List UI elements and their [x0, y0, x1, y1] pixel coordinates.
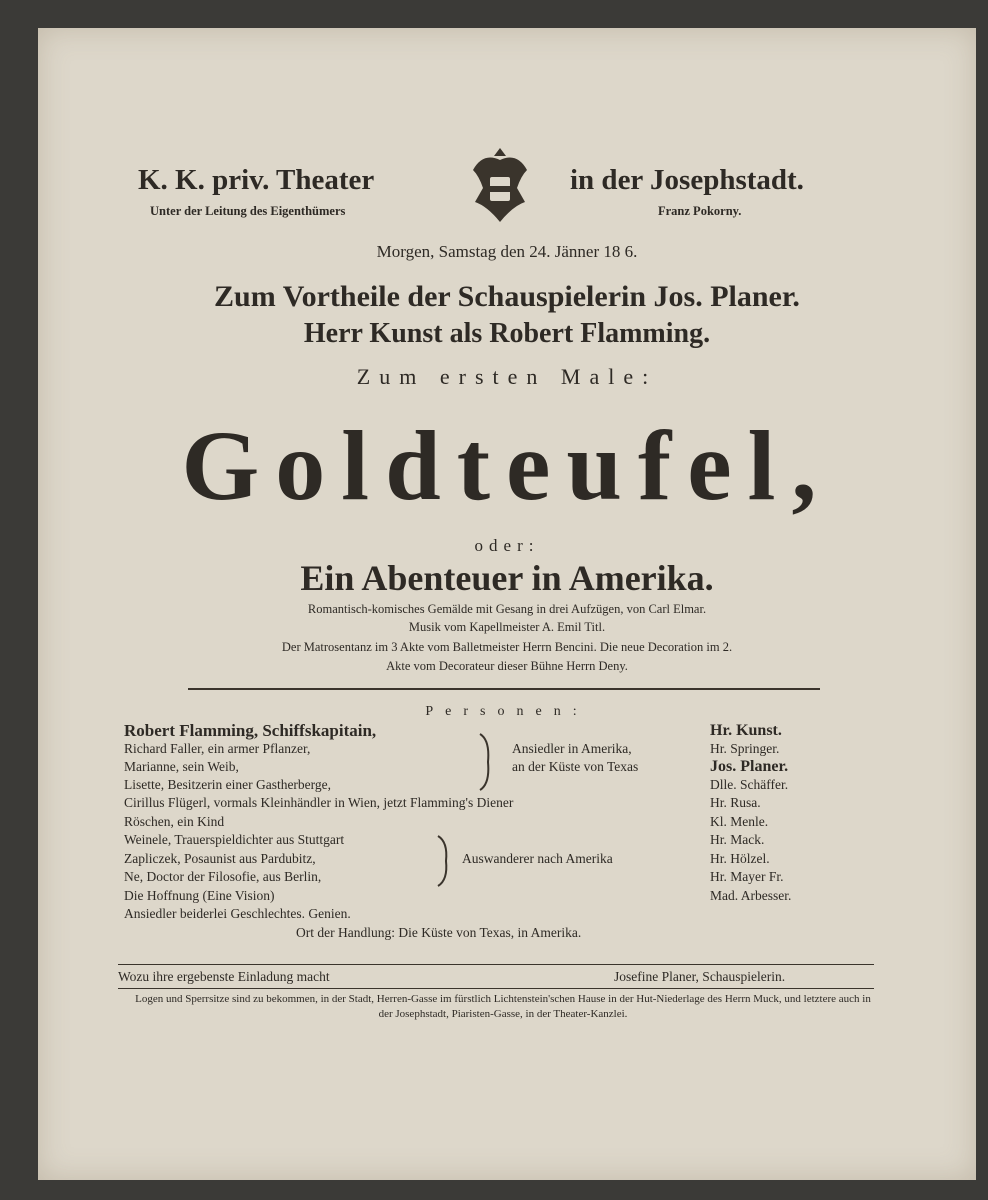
dance-credit: Der Matrosentanz im 3 Akte vom Balletmeister Herrn Bencini. Die neue Decoration im 2. — [281, 640, 733, 654]
oder-label: oder: — [474, 536, 540, 555]
group-label: Auswanderer nach Amerika — [462, 851, 613, 866]
playbill-sheet — [38, 28, 976, 1180]
role: Röschen, ein Kind — [124, 814, 225, 829]
divider — [188, 688, 820, 690]
role: Die Hoffnung (Eine Vision) — [124, 888, 275, 903]
actor: Dlle. Schäffer. — [710, 777, 789, 792]
theater-name-left: K. K. priv. Theater — [138, 164, 375, 196]
role: Weinele, Trauerspieldichter aus Stuttgart — [124, 832, 345, 847]
role: Zapliczek, Posaunist aus Pardubitz, — [124, 851, 316, 866]
role: Richard Faller, ein armer Pflanzer, — [124, 741, 311, 756]
actor: Mad. Arbesser. — [710, 888, 792, 903]
music-credit: Musik vom Kapellmeister A. Emil Titl. — [408, 620, 606, 634]
role: Robert Flamming, Schiffskapitain, — [124, 721, 377, 740]
ticket-info: Logen und Sperrsitze sind zu bekommen, in der Stadt, Herren-Gasse im fürstlich Lichtenstein'schen Hause in der Hut-Niederlage des Herrn Muck, und letztere auch in der Josephstadt, Piaristen-Gasse, in der Theater-Kanzlei. — [135, 993, 871, 1020]
divider — [118, 964, 874, 965]
divider — [118, 988, 874, 989]
actor: Hr. Springer. — [710, 741, 780, 756]
actor: Hr. Mayer Fr. — [710, 869, 784, 884]
location: Ort der Handlung: Die Küste von Texas, in Amerika. — [296, 925, 582, 940]
actor: Hr. Rusa. — [710, 795, 761, 810]
actor: Hr. Hölzel. — [710, 851, 770, 866]
benefit-line: Zum Vortheile der Schauspielerin Jos. Planer. — [214, 280, 800, 313]
brace-icon — [478, 732, 492, 792]
management-right: Franz Pokorny. — [658, 204, 742, 218]
role: Cirillus Flügerl, vormals Kleinhändler in Wien, jetzt Flamming's Diener — [124, 795, 514, 810]
group-label: Ansiedler in Amerika, — [512, 741, 632, 756]
actor: Hr. Mack. — [710, 832, 765, 847]
invitation: Wozu ihre ergebenste Einladung macht — [118, 969, 330, 984]
genre-author: Romantisch-komisches Gemälde mit Gesang in drei Aufzügen, von Carl Elmar. — [307, 602, 707, 616]
brace-icon — [436, 834, 450, 888]
role: Marianne, sein Weib, — [124, 759, 239, 774]
cast-heading: Personen: — [425, 704, 589, 719]
play-title: Goldteufel, — [181, 410, 833, 521]
role: Lisette, Besitzerin einer Gastherberge, — [124, 777, 332, 792]
role: Ne, Doctor der Filosofie, aus Berlin, — [124, 869, 322, 884]
performance-date: Morgen, Samstag den 24. Jänner 18 6. — [376, 242, 638, 261]
star-line: Herr Kunst als Robert Flamming. — [303, 318, 711, 349]
play-subtitle: Ein Abenteuer in Amerika. — [300, 558, 714, 598]
theater-name-right: in der Josephstadt. — [570, 164, 804, 196]
actor: Kl. Menle. — [710, 814, 769, 829]
actor: Hr. Kunst. — [710, 722, 782, 739]
first-performance-note: Zum ersten Male: — [356, 364, 658, 389]
management-left: Unter der Leitung des Eigenthümers — [150, 204, 346, 218]
signature: Josefine Planer, Schauspielerin. — [614, 969, 786, 984]
group-label: an der Küste von Texas — [512, 759, 639, 774]
actor: Jos. Planer. — [710, 758, 789, 775]
decoration-credit: Akte vom Decorateur dieser Bühne Herrn Deny. — [386, 659, 628, 673]
extras: Ansiedler beiderlei Geschlechtes. Genien. — [124, 906, 351, 921]
double-eagle-crest-icon — [465, 140, 535, 232]
